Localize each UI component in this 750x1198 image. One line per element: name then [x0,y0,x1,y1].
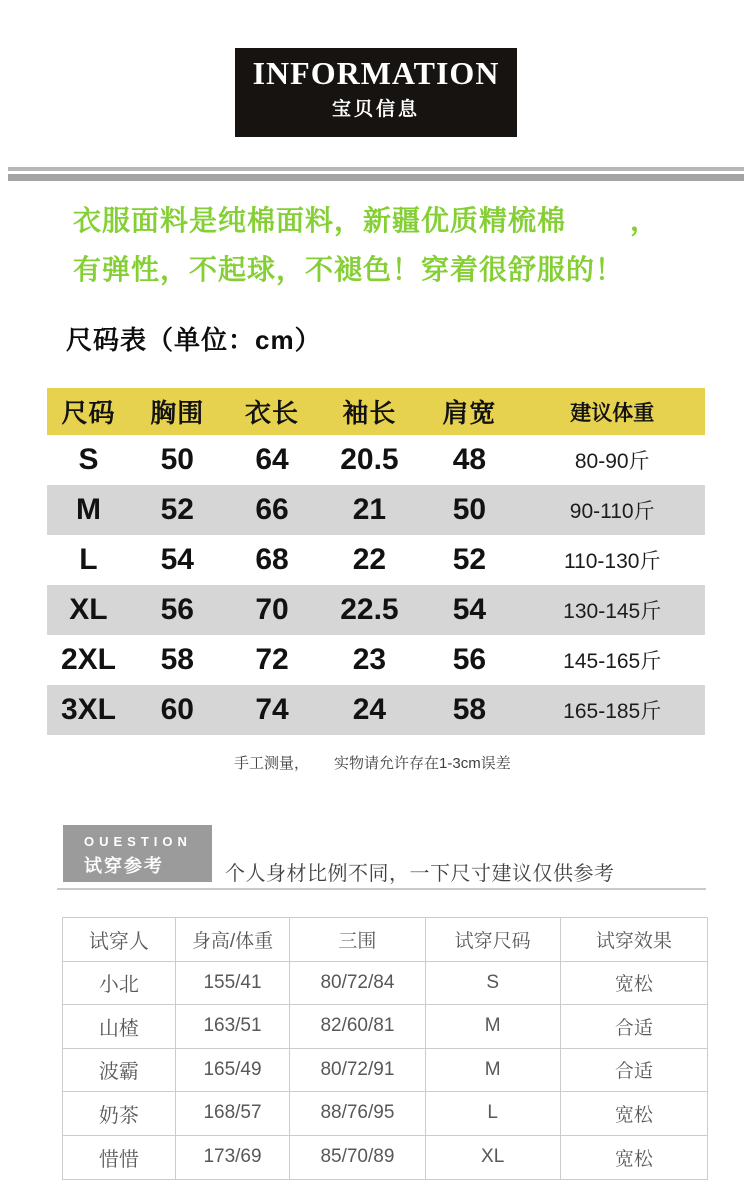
table-cell: 82/60/81 [290,1005,425,1048]
info-banner [235,48,517,137]
table-cell: 64 [255,443,289,476]
table-row [47,585,705,635]
table-cell: M [426,1005,561,1048]
table-cell: 145-165斤 [563,650,662,673]
column-header: 试穿尺码 [426,918,561,961]
column-header: 试穿效果 [595,930,672,952]
column-header: 身高/体重 [176,918,291,961]
table-header-row [47,388,705,435]
table-cell: 70 [255,593,289,626]
table-cell: 波霸 [63,1049,176,1092]
table-cell: 110-130斤 [563,550,661,573]
fabric-description-line1: 衣服面料是纯棉面料，新疆优质精梳棉 [73,205,567,236]
fit-reference-table [62,917,708,1180]
size-chart-title: 尺码表（单位：cm） [66,325,322,355]
measurement-note [234,752,511,773]
table-cell: 88/76/95 [290,1092,425,1135]
table-cell: 54 [452,593,487,626]
table-header-row [63,918,707,962]
banner-title-en: INFORMATION [252,55,500,91]
table-cell: 48 [452,443,487,476]
table-cell: S [78,443,99,476]
table-cell: 宽松 [614,974,653,996]
table-cell: 52 [160,493,194,526]
table-cell: 72 [255,643,289,676]
table-cell: 50 [160,443,194,476]
banner-title-cn: 宝贝信息 [331,99,420,120]
question-badge [63,825,212,882]
table-cell: S [426,962,561,1005]
table-cell: 惜惜 [63,1136,176,1180]
table-cell: 23 [352,643,387,676]
table-cell: 80/72/91 [290,1049,425,1092]
table-cell: 21 [352,493,387,526]
table-cell: 173/69 [176,1136,291,1180]
table-cell: 奶茶 [63,1092,176,1135]
table-cell: 68 [255,543,289,576]
table-cell: 3XL [60,693,116,726]
question-badge-title-cn: 试穿参考 [84,856,164,876]
table-row [63,1005,707,1049]
table-row [47,535,705,585]
column-header: 尺码 [61,398,116,428]
table-cell: 22 [352,543,387,576]
table-cell: 60 [160,693,194,726]
table-cell: 小北 [63,962,176,1005]
table-cell: 50 [452,493,487,526]
table-cell: 85/70/89 [290,1136,425,1180]
table-cell: 163/51 [176,1005,291,1048]
table-row [63,962,707,1006]
table-cell: XL [426,1136,561,1180]
column-header: 建议体重 [570,401,655,425]
table-cell: 24 [352,693,387,726]
table-row [47,435,705,485]
table-cell: M [426,1049,561,1092]
table-cell: 58 [452,693,487,726]
table-cell: 2XL [60,643,116,676]
table-cell: 20.5 [340,443,399,476]
table-row [47,635,705,685]
table-cell: 22.5 [340,593,399,626]
table-cell: 山楂 [63,1005,176,1048]
table-cell: 74 [255,693,289,726]
column-header: 胸围 [150,398,205,428]
table-cell: 宽松 [614,1104,653,1126]
measurement-note-left: 手工测量， [234,755,310,772]
table-cell: L [426,1092,561,1135]
measurement-note-right: 实物请允许存在1-3cm误差 [334,755,511,772]
table-cell: 合适 [614,1017,653,1039]
table-cell: 56 [452,643,487,676]
table-cell: 165/49 [176,1049,291,1092]
fit-disclaimer-text: 个人身材比例不同，一下尺寸建议仅供参考 [225,863,615,885]
table-row [63,1049,707,1093]
column-header: 肩宽 [442,398,497,428]
section-divider-line [57,888,706,890]
table-cell: 宽松 [614,1148,653,1170]
fabric-description-trailing-comma: ， [630,205,660,236]
table-row [63,1136,707,1180]
table-row [47,685,705,735]
table-cell: M [75,493,101,526]
table-cell: 168/57 [176,1092,291,1135]
table-cell: 90-110斤 [569,500,655,523]
size-chart-table [47,388,705,735]
table-cell: 56 [160,593,194,626]
table-cell: 54 [160,543,194,576]
column-header: 袖长 [342,398,397,428]
table-cell: 66 [255,493,289,526]
table-cell: 80/72/84 [290,962,425,1005]
column-header: 衣长 [245,398,300,428]
column-header: 三围 [290,918,425,961]
table-cell: 130-145斤 [563,600,662,623]
question-badge-title-en: OUESTION [84,834,192,849]
table-cell: 155/41 [176,962,291,1005]
fabric-description-line2: 有弹性，不起球，不褪色！穿着很舒服的！ [73,254,625,285]
table-row [63,1092,707,1136]
column-header: 试穿人 [63,918,176,961]
table-cell: L [79,543,98,576]
table-row [47,485,705,535]
table-cell: 165-185斤 [563,700,662,723]
table-cell: 52 [452,543,487,576]
table-cell: 合适 [614,1061,653,1083]
divider-bar-thick [8,174,744,181]
table-cell: 80-90斤 [574,450,650,473]
table-cell: 58 [160,643,194,676]
divider-bar-thin [8,167,744,171]
table-cell: XL [69,593,108,626]
